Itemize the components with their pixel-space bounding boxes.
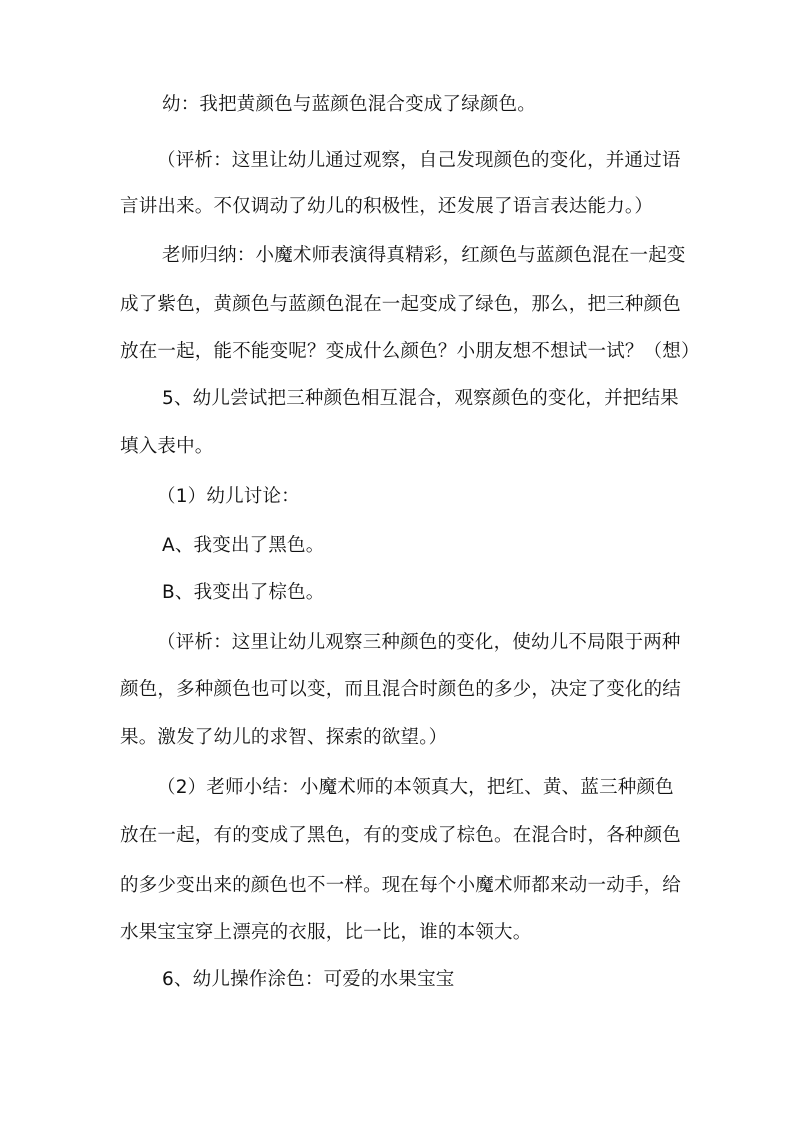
text-line: 放在一起，能不能变呢？变成什么颜色？小朋友想不想试一试？（想）	[120, 341, 700, 362]
text-line: （评析：这里让幼儿观察三种颜色的变化，使幼儿不局限于两种	[157, 632, 681, 653]
text-line: 果。激发了幼儿的求智、探索的欲望。）	[120, 727, 448, 748]
text-line: （2）老师小结：小魔术师的本领真大，把红、黄、蓝三种颜色	[157, 777, 674, 798]
text-line: 5、幼儿尝试把三种颜色相互混合，观察颜色的变化，并把结果	[162, 388, 679, 409]
text-line: 6、幼儿操作涂色：可爱的水果宝宝	[162, 969, 455, 990]
text-line: （1）幼儿讨论：	[157, 486, 300, 507]
text-line: （评析：这里让幼儿通过观察，自己发现颜色的变化，并通过语	[157, 150, 681, 171]
text-line: 的多少变出来的颜色也不一样。现在每个小魔术师都来动一动手，给	[120, 875, 682, 896]
text-line: 老师归纳：小魔术师表演得真精彩，红颜色与蓝颜色混在一起变	[162, 245, 686, 266]
text-line: A、我变出了黑色。	[162, 535, 325, 556]
text-line: B、我变出了棕色。	[162, 582, 325, 603]
text-line: 水果宝宝穿上漂亮的衣服，比一比，谁的本领大。	[120, 922, 532, 943]
text-line: 成了紫色，黄颜色与蓝颜色混在一起变成了绿色，那么，把三种颜色	[120, 294, 682, 315]
text-line: 放在一起，有的变成了黑色，有的变成了棕色。在混合时，各种颜色	[120, 825, 682, 846]
text-line: 幼：我把黄颜色与蓝颜色混合变成了绿颜色。	[162, 94, 537, 115]
text-line: 言讲出来。不仅调动了幼儿的积极性，还发展了语言表达能力。）	[120, 196, 654, 217]
text-line: 颜色，多种颜色也可以变，而且混合时颜色的多少，决定了变化的结	[120, 679, 682, 700]
text-line: 填入表中。	[120, 436, 214, 457]
